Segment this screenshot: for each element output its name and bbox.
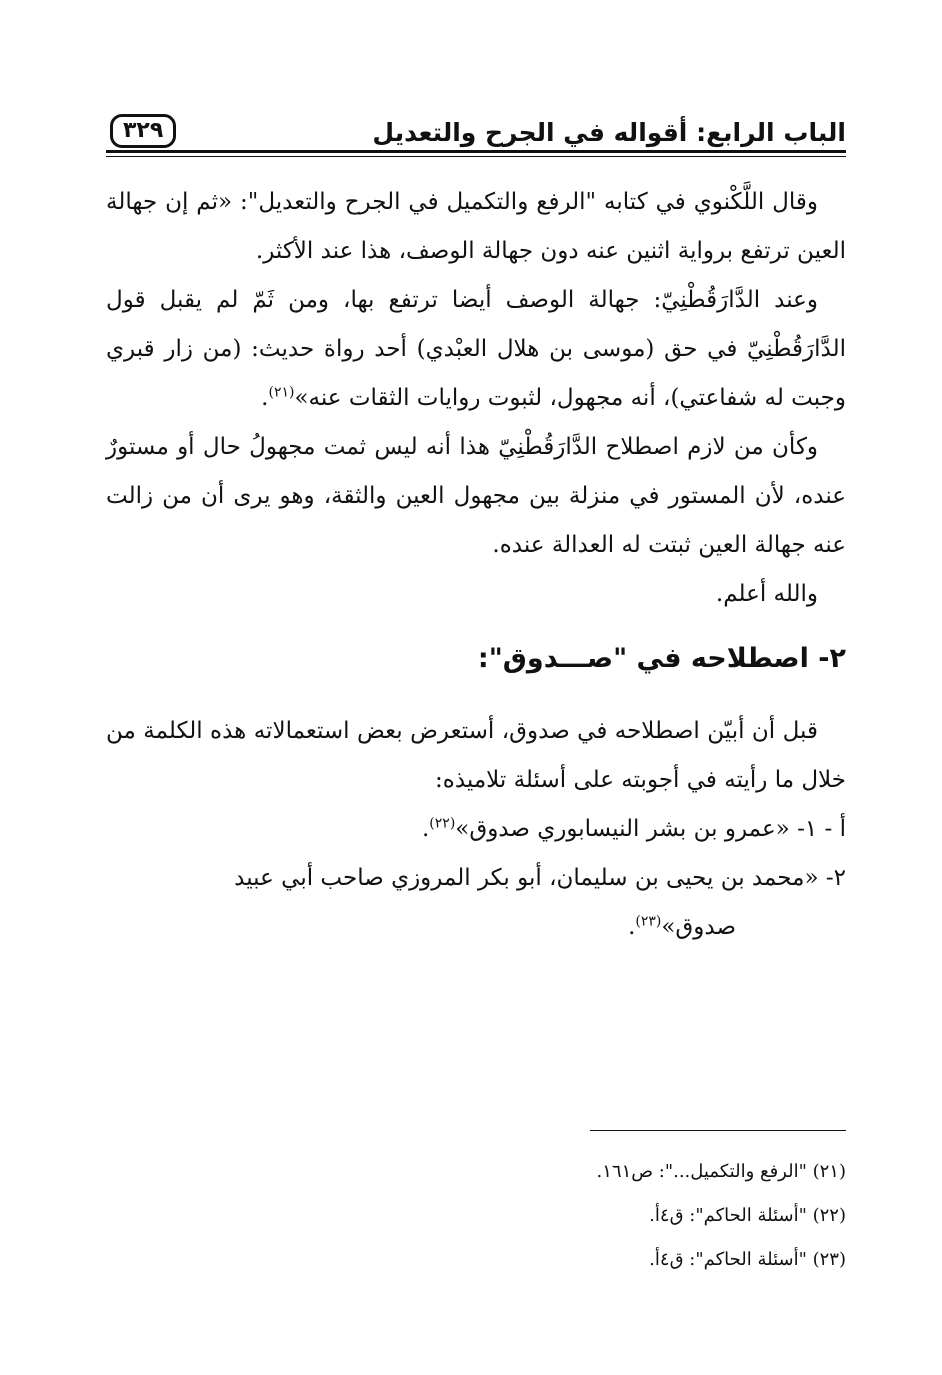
main-text xyxy=(106,178,846,952)
paragraph-1: وقال اللَّكْنوي في كتابه "الرفع والتكميل في الجرح والتعديل": «ثم إن جهالة العين ترتفع برواية اثنين عنه دون جهالة الوصف، هذا عند الأكثر. xyxy=(106,189,846,264)
header-rule xyxy=(106,150,846,153)
footnote-21: (٢١) "الرفع والتكميل...": ص١٦١. xyxy=(596,1161,846,1182)
list-item-2-end: صدوق» xyxy=(661,914,736,940)
footnote-rule xyxy=(590,1130,846,1131)
paragraph-2-text: وعند الدَّارَقُطْنِيّ: جهالة الوصف أيضا ترتفع بها، ومن ثَمّ لم يقبل قول الدَّارَقُطْنِيّ في حق (موسى بن هلال العبْدي) أحد رواة حديث: (من زار قبري وجبت له شفاعتي)، أنه مجهول، لثبوت روايات الثقات عنه» xyxy=(106,287,846,411)
footnote-ref-21: (٢١) xyxy=(268,384,295,401)
header-rule-thin xyxy=(106,156,846,157)
list-item-1-text: أ - ١- «عمرو بن بشر النيسابوري صدوق» xyxy=(455,816,846,842)
list-item-1: أ - ١- «عمرو بن بشر النيسابوري صدوق»$^{(٢٢)}$. xyxy=(421,815,846,842)
footnote-ref-22: (٢٢) xyxy=(429,815,456,832)
footnotes xyxy=(106,1150,846,1282)
paragraph-4: والله أعلم. xyxy=(715,581,818,607)
footnote-22: (٢٢) "أسئلة الحاكم": ق٤أ. xyxy=(649,1205,846,1226)
running-title: الباب الرابع: أقواله في الجرح والتعديل xyxy=(372,118,846,147)
paragraph-3: وكأن من لازم اصطلاح الدَّارَقُطْنِيّ هذا أنه ليس ثمت مجهولُ حال أو مستورٌ عنده، لأن المستور في منزلة بين مجهول العين والثقة، وهو يرى أن من زالت عنه جهالة العين ثبتت له العدالة عنده. xyxy=(106,434,846,558)
page-header xyxy=(106,112,846,152)
paragraph-2: وعند الدَّارَقُطْنِيّ: جهالة الوصف أيضا ترتفع بها، ومن ثَمّ لم يقبل قول الدَّارَقُطْنِيّ في حق (موسى بن هلال العبْدي) أحد رواة حديث: (من زار قبري وجبت له شفاعتي)، أنه مجهول، لثبوت روايات الثقات عنه»$^{(٢١)}$. xyxy=(106,287,846,411)
list-item-2-continuation: صدوق»$^{(٢٣)}$. xyxy=(628,913,736,940)
paragraph-5: قبل أن أبيّن اصطلاحه في صدوق، أستعرض بعض استعمالاته هذه الكلمة من خلال ما رأيته في أجوبته على أسئلة تلاميذه: xyxy=(106,718,846,793)
footnote-ref-23: (٢٣) xyxy=(635,913,662,930)
list-item-2: ٢- «محمد بن يحيى بن سليمان، أبو بكر المروزي صاحب أبي عبيد xyxy=(234,865,846,891)
page-number: ٣٢٩ xyxy=(110,114,176,148)
section-heading: ٢- اصطلاحه في "صـــدوق": xyxy=(477,643,846,674)
footnote-23: (٢٣) "أسئلة الحاكم": ق٤أ. xyxy=(649,1249,846,1270)
